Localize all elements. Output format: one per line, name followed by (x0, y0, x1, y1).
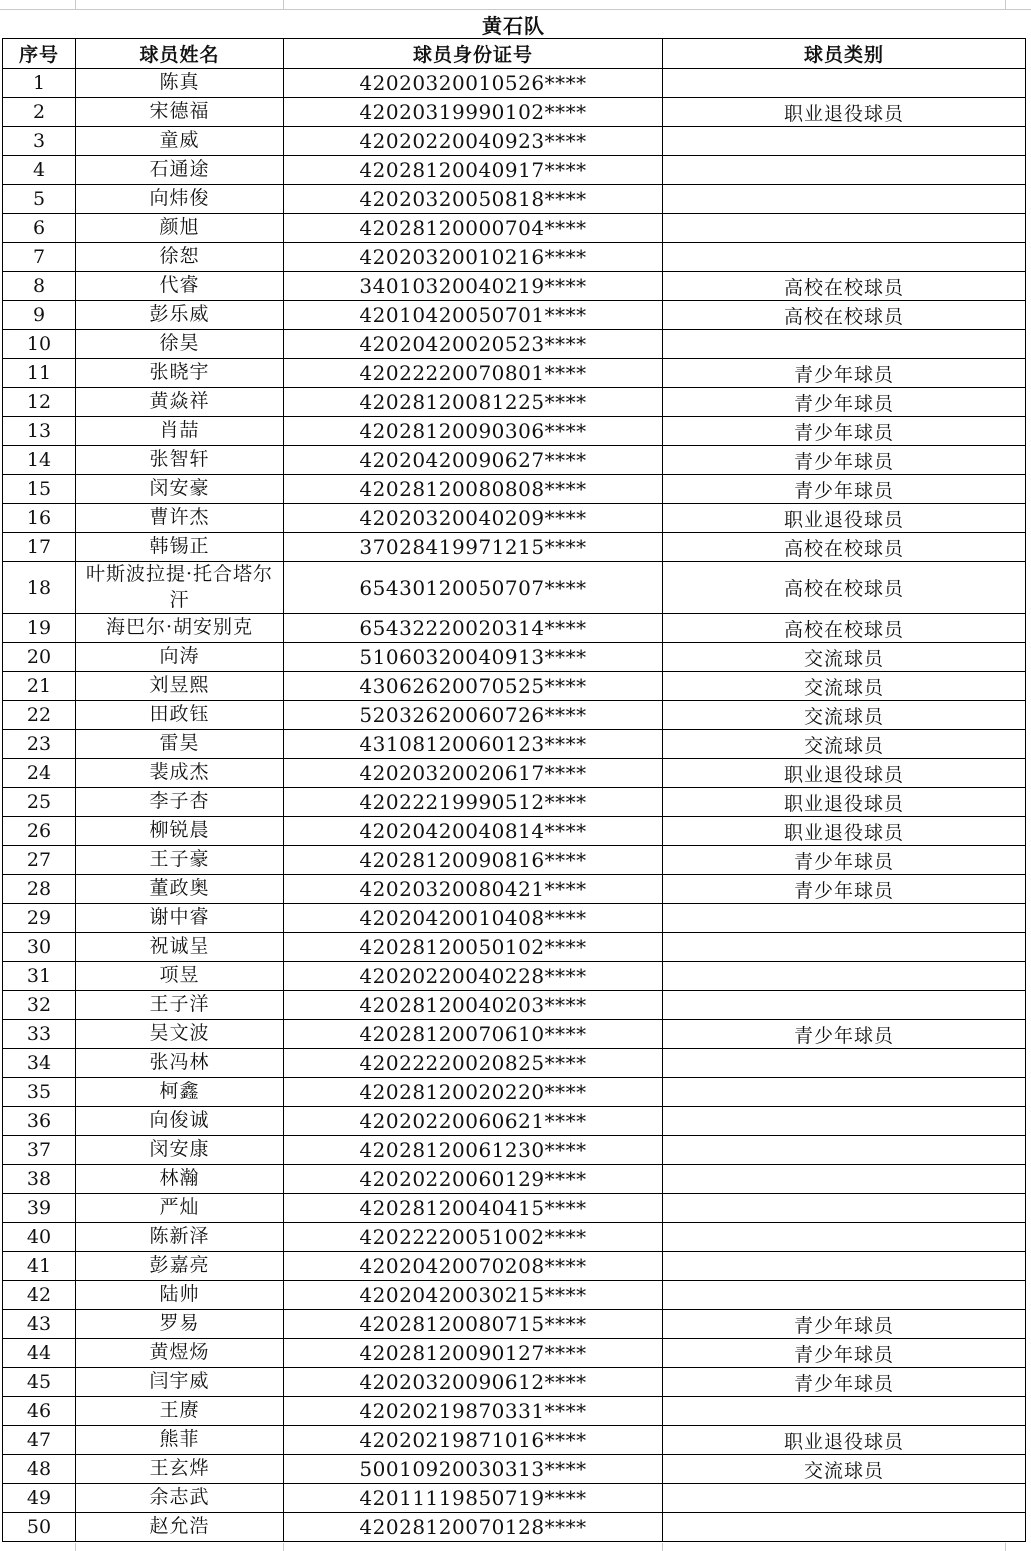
column-header-name: 球员姓名 (76, 39, 284, 69)
cell-no: 6 (3, 214, 76, 243)
table-row (3, 1426, 1026, 1455)
cell-category (663, 1223, 1026, 1252)
cell-category: 高校在校球员 (663, 533, 1026, 562)
cell-name: 李子杏 (76, 788, 284, 817)
cell-category (663, 1049, 1026, 1078)
cell-no: 5 (3, 185, 76, 214)
table-row (3, 1107, 1026, 1136)
cell-id: 42028120020220**** (284, 1078, 663, 1107)
cell-name: 吴文波 (76, 1020, 284, 1049)
cell-category (663, 1165, 1026, 1194)
table-row (3, 301, 1026, 330)
cell-name: 谢中睿 (76, 904, 284, 933)
table-row (3, 614, 1026, 643)
table-row (3, 1165, 1026, 1194)
table-row (3, 156, 1026, 185)
cell-category (663, 330, 1026, 359)
cell-no: 27 (3, 846, 76, 875)
cell-no: 38 (3, 1165, 76, 1194)
cell-no: 39 (3, 1194, 76, 1223)
cell-category (663, 1107, 1026, 1136)
cell-id: 42028120050102**** (284, 933, 663, 962)
cell-name: 彭乐威 (76, 301, 284, 330)
cell-no: 32 (3, 991, 76, 1020)
cell-name: 王玄烨 (76, 1455, 284, 1484)
cell-category: 高校在校球员 (663, 301, 1026, 330)
cell-id: 42020320080421**** (284, 875, 663, 904)
cell-name: 张晓宇 (76, 359, 284, 388)
cell-category: 交流球员 (663, 701, 1026, 730)
cell-name: 王子洋 (76, 991, 284, 1020)
cell-no: 9 (3, 301, 76, 330)
cell-no: 20 (3, 643, 76, 672)
cell-name: 彭嘉亮 (76, 1252, 284, 1281)
cell-id: 42020320010526**** (284, 69, 663, 98)
cell-no: 34 (3, 1049, 76, 1078)
cell-name: 闫宇威 (76, 1368, 284, 1397)
cell-id: 42020220060621**** (284, 1107, 663, 1136)
cell-name: 项昱 (76, 962, 284, 991)
table-row (3, 214, 1026, 243)
cell-category: 职业退役球员 (663, 788, 1026, 817)
cell-no: 36 (3, 1107, 76, 1136)
table-row (3, 446, 1026, 475)
cell-no: 24 (3, 759, 76, 788)
cell-id: 42020319990102**** (284, 98, 663, 127)
table-row (3, 817, 1026, 846)
cell-id: 42028120040917**** (284, 156, 663, 185)
table-row (3, 701, 1026, 730)
cell-id: 42028120000704**** (284, 214, 663, 243)
table-row (3, 1223, 1026, 1252)
table-row (3, 562, 1026, 614)
cell-category: 青少年球员 (663, 1020, 1026, 1049)
cell-id: 42028120040203**** (284, 991, 663, 1020)
cell-id: 42028120070610**** (284, 1020, 663, 1049)
cell-id: 42020420070208**** (284, 1252, 663, 1281)
cell-id: 42020420010408**** (284, 904, 663, 933)
cell-category (663, 933, 1026, 962)
gridline-tick (1005, 1543, 1006, 1551)
cell-no: 26 (3, 817, 76, 846)
cell-id: 42020320010216**** (284, 243, 663, 272)
cell-category: 青少年球员 (663, 475, 1026, 504)
table-row (3, 1397, 1026, 1426)
table-row (3, 127, 1026, 156)
table-row (3, 759, 1026, 788)
table-row (3, 1078, 1026, 1107)
player-roster-table (2, 38, 1026, 1542)
cell-id: 42028120090816**** (284, 846, 663, 875)
cell-id: 51060320040913**** (284, 643, 663, 672)
cell-id: 42022220070801**** (284, 359, 663, 388)
cell-no: 7 (3, 243, 76, 272)
gridline-tick (75, 0, 76, 9)
cell-id: 42020220060129**** (284, 1165, 663, 1194)
cell-name: 黄焱祥 (76, 388, 284, 417)
cell-no: 30 (3, 933, 76, 962)
cell-no: 11 (3, 359, 76, 388)
cell-name: 柳锐晨 (76, 817, 284, 846)
cell-no: 29 (3, 904, 76, 933)
table-row (3, 904, 1026, 933)
cell-category (663, 214, 1026, 243)
cell-name: 肖喆 (76, 417, 284, 446)
table-row (3, 388, 1026, 417)
cell-name: 陈真 (76, 69, 284, 98)
table-row (3, 1194, 1026, 1223)
cell-no: 47 (3, 1426, 76, 1455)
cell-category: 青少年球员 (663, 1339, 1026, 1368)
cell-name: 代睿 (76, 272, 284, 301)
table-row (3, 788, 1026, 817)
cell-no: 40 (3, 1223, 76, 1252)
table-row (3, 98, 1026, 127)
cell-name: 黄煜炀 (76, 1339, 284, 1368)
cell-no: 22 (3, 701, 76, 730)
cell-category: 交流球员 (663, 643, 1026, 672)
cell-category: 职业退役球员 (663, 1426, 1026, 1455)
cell-id: 52032620060726**** (284, 701, 663, 730)
cell-id: 42028120080808**** (284, 475, 663, 504)
table-row (3, 243, 1026, 272)
cell-category: 青少年球员 (663, 1368, 1026, 1397)
cell-id: 43108120060123**** (284, 730, 663, 759)
cell-id: 34010320040219**** (284, 272, 663, 301)
cell-id: 37028419971215**** (284, 533, 663, 562)
cell-name: 张智轩 (76, 446, 284, 475)
table-row (3, 1339, 1026, 1368)
cell-id: 65432220020314**** (284, 614, 663, 643)
cell-id: 42022220020825**** (284, 1049, 663, 1078)
column-header-index: 序号 (3, 39, 76, 69)
cell-category: 交流球员 (663, 672, 1026, 701)
cell-name: 向涛 (76, 643, 284, 672)
cell-no: 19 (3, 614, 76, 643)
table-row (3, 359, 1026, 388)
table-row (3, 69, 1026, 98)
cell-no: 45 (3, 1368, 76, 1397)
cell-id: 42020320020617**** (284, 759, 663, 788)
cell-name: 张冯林 (76, 1049, 284, 1078)
cell-category (663, 904, 1026, 933)
cell-category (663, 991, 1026, 1020)
cell-no: 4 (3, 156, 76, 185)
cell-category (663, 1078, 1026, 1107)
cell-id: 42020320050818**** (284, 185, 663, 214)
cell-category: 交流球员 (663, 1455, 1026, 1484)
cell-no: 42 (3, 1281, 76, 1310)
cell-no: 46 (3, 1397, 76, 1426)
cell-name: 叶斯波拉提·托合塔尔汗 (76, 562, 284, 614)
cell-category (663, 127, 1026, 156)
cell-name: 赵允浩 (76, 1513, 284, 1542)
table-row (3, 730, 1026, 759)
cell-category (663, 243, 1026, 272)
cell-name: 颜旭 (76, 214, 284, 243)
column-header-category: 球员类别 (663, 39, 1026, 69)
cell-id: 42020219870331**** (284, 1397, 663, 1426)
cell-name: 曹许杰 (76, 504, 284, 533)
cell-category: 青少年球员 (663, 1310, 1026, 1339)
cell-no: 10 (3, 330, 76, 359)
cell-name: 田政钰 (76, 701, 284, 730)
table-row (3, 962, 1026, 991)
cell-no: 3 (3, 127, 76, 156)
gridline-tick (283, 0, 284, 9)
cell-category (663, 1136, 1026, 1165)
cell-no: 33 (3, 1020, 76, 1049)
cell-name: 宋德福 (76, 98, 284, 127)
cell-id: 42020320090612**** (284, 1368, 663, 1397)
table-row (3, 643, 1026, 672)
table-row (3, 846, 1026, 875)
cell-no: 18 (3, 562, 76, 614)
column-header-id: 球员身份证号 (284, 39, 663, 69)
bottom-gridline-strip (0, 1543, 1031, 1551)
cell-id: 42020420030215**** (284, 1281, 663, 1310)
cell-name: 海巴尔·胡安别克 (76, 614, 284, 643)
cell-category (663, 69, 1026, 98)
cell-name: 闵安豪 (76, 475, 284, 504)
cell-id: 42028120090306**** (284, 417, 663, 446)
cell-no: 37 (3, 1136, 76, 1165)
gridline-tick (1005, 0, 1006, 9)
table-row (3, 933, 1026, 962)
cell-category (663, 1252, 1026, 1281)
cell-no: 2 (3, 98, 76, 127)
cell-name: 陆帅 (76, 1281, 284, 1310)
table-row (3, 1252, 1026, 1281)
cell-no: 12 (3, 388, 76, 417)
table-row (3, 672, 1026, 701)
cell-id: 42020220040228**** (284, 962, 663, 991)
cell-category (663, 1397, 1026, 1426)
cell-name: 熊菲 (76, 1426, 284, 1455)
cell-category: 青少年球员 (663, 417, 1026, 446)
cell-name: 向炜俊 (76, 185, 284, 214)
cell-id: 42010420050701**** (284, 301, 663, 330)
table-row (3, 1049, 1026, 1078)
cell-id: 42011119850719**** (284, 1484, 663, 1513)
cell-id: 42020420020523**** (284, 330, 663, 359)
cell-category: 青少年球员 (663, 446, 1026, 475)
cell-name: 罗易 (76, 1310, 284, 1339)
table-row (3, 1368, 1026, 1397)
table-title: 黄石队 (482, 13, 545, 38)
cell-no: 23 (3, 730, 76, 759)
cell-no: 16 (3, 504, 76, 533)
table-row (3, 185, 1026, 214)
cell-category: 交流球员 (663, 730, 1026, 759)
cell-no: 44 (3, 1339, 76, 1368)
cell-id: 42020320040209**** (284, 504, 663, 533)
cell-id: 42020420090627**** (284, 446, 663, 475)
cell-no: 41 (3, 1252, 76, 1281)
cell-no: 35 (3, 1078, 76, 1107)
cell-category: 青少年球员 (663, 875, 1026, 904)
cell-name: 童威 (76, 127, 284, 156)
cell-no: 8 (3, 272, 76, 301)
table-row (3, 475, 1026, 504)
table-row (3, 330, 1026, 359)
cell-category: 青少年球员 (663, 388, 1026, 417)
cell-name: 余志武 (76, 1484, 284, 1513)
cell-id: 42028120090127**** (284, 1339, 663, 1368)
cell-no: 1 (3, 69, 76, 98)
cell-id: 50010920030313**** (284, 1455, 663, 1484)
cell-no: 49 (3, 1484, 76, 1513)
cell-name: 雷昊 (76, 730, 284, 759)
cell-id: 42022219990512**** (284, 788, 663, 817)
table-row (3, 504, 1026, 533)
cell-id: 43062620070525**** (284, 672, 663, 701)
cell-category: 青少年球员 (663, 359, 1026, 388)
cell-no: 21 (3, 672, 76, 701)
cell-no: 31 (3, 962, 76, 991)
table-row (3, 1455, 1026, 1484)
cell-category (663, 1484, 1026, 1513)
cell-id: 42022220051002**** (284, 1223, 663, 1252)
cell-name: 陈新泽 (76, 1223, 284, 1252)
cell-name: 徐恕 (76, 243, 284, 272)
cell-name: 林瀚 (76, 1165, 284, 1194)
cell-category: 职业退役球员 (663, 504, 1026, 533)
cell-category (663, 1513, 1026, 1542)
table-row (3, 1484, 1026, 1513)
cell-name: 严灿 (76, 1194, 284, 1223)
cell-no: 14 (3, 446, 76, 475)
cell-name: 王赓 (76, 1397, 284, 1426)
cell-name: 王子豪 (76, 846, 284, 875)
cell-name: 向俊诚 (76, 1107, 284, 1136)
cell-category (663, 156, 1026, 185)
cell-category: 高校在校球员 (663, 562, 1026, 614)
table-row (3, 875, 1026, 904)
cell-category (663, 185, 1026, 214)
cell-name: 闵安康 (76, 1136, 284, 1165)
cell-name: 石通途 (76, 156, 284, 185)
top-gridline-strip (0, 0, 1031, 10)
header-row (3, 39, 1026, 69)
cell-name: 裴成杰 (76, 759, 284, 788)
cell-name: 韩锡正 (76, 533, 284, 562)
cell-name: 徐昊 (76, 330, 284, 359)
cell-no: 50 (3, 1513, 76, 1542)
cell-id: 42020220040923**** (284, 127, 663, 156)
cell-id: 42020420040814**** (284, 817, 663, 846)
table-row (3, 1281, 1026, 1310)
cell-no: 15 (3, 475, 76, 504)
cell-name: 柯鑫 (76, 1078, 284, 1107)
cell-category: 职业退役球员 (663, 759, 1026, 788)
cell-category (663, 1281, 1026, 1310)
cell-no: 28 (3, 875, 76, 904)
cell-category: 高校在校球员 (663, 614, 1026, 643)
cell-id: 42028120061230**** (284, 1136, 663, 1165)
cell-category: 青少年球员 (663, 846, 1026, 875)
cell-category (663, 962, 1026, 991)
gridline-tick (662, 1543, 663, 1551)
table-row (3, 1136, 1026, 1165)
cell-no: 25 (3, 788, 76, 817)
cell-category: 职业退役球员 (663, 98, 1026, 127)
cell-category: 高校在校球员 (663, 272, 1026, 301)
cell-category (663, 1194, 1026, 1223)
cell-name: 董政奥 (76, 875, 284, 904)
cell-id: 42028120081225**** (284, 388, 663, 417)
cell-no: 13 (3, 417, 76, 446)
table-row (3, 1020, 1026, 1049)
cell-no: 17 (3, 533, 76, 562)
table-row (3, 533, 1026, 562)
cell-no: 43 (3, 1310, 76, 1339)
table-row (3, 417, 1026, 446)
table-row (3, 1310, 1026, 1339)
cell-id: 42020219871016**** (284, 1426, 663, 1455)
gridline-tick (75, 1543, 76, 1551)
cell-name: 祝诚呈 (76, 933, 284, 962)
cell-id: 65430120050707**** (284, 562, 663, 614)
cell-name: 刘昱熙 (76, 672, 284, 701)
gridline-tick (283, 1543, 284, 1551)
cell-id: 42028120040415**** (284, 1194, 663, 1223)
cell-no: 48 (3, 1455, 76, 1484)
table-row (3, 991, 1026, 1020)
cell-id: 42028120070128**** (284, 1513, 663, 1542)
table-row (3, 1513, 1026, 1542)
table-row (3, 272, 1026, 301)
cell-id: 42028120080715**** (284, 1310, 663, 1339)
cell-category: 职业退役球员 (663, 817, 1026, 846)
